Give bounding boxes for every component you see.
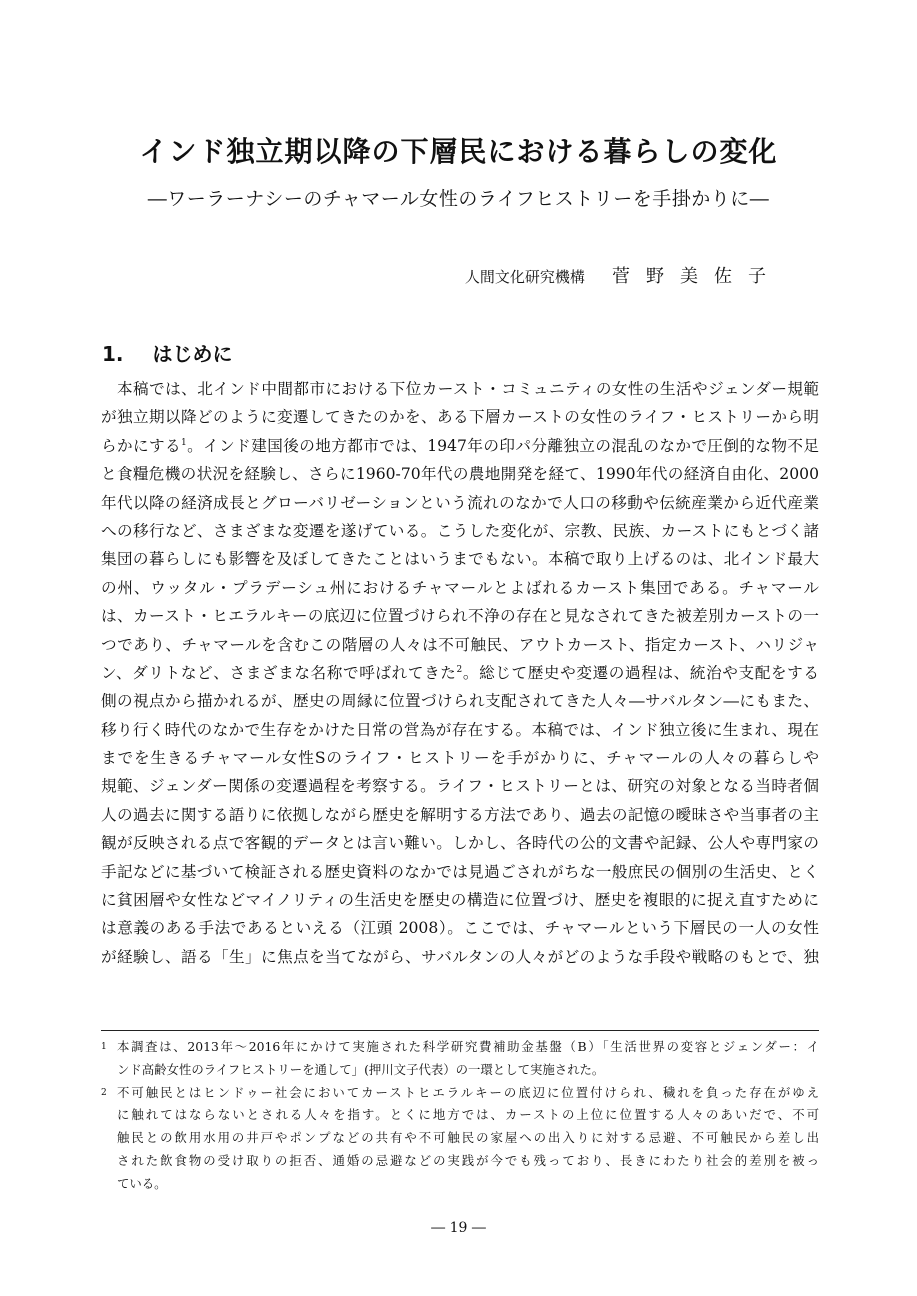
author-affiliation: 人間文化研究機構: [464, 268, 585, 286]
body-line-text: 。総じて歴史や変遷の過程は、統治や支配をする: [462, 663, 819, 682]
footnote-line: 本調査は、2013年～2016年にかけて実施された科学研究費補助金基盤（B）「生活世界の変容とジェンダー：イ: [117, 1039, 819, 1054]
body-line-text: は意義のある手法であるといえる（江頭 2008）。ここでは、チャマールという下層民の一人の女性: [101, 919, 819, 938]
footnote-divider: [101, 1030, 819, 1031]
body-line-text: の州、ウッタル・プラデーシュ州におけるチャマールとよばれるカースト集団である。チャマール: [101, 578, 819, 597]
body-line: [101, 602, 819, 630]
paper-title: インド独立期以降の下層民における暮らしの変化: [139, 135, 778, 168]
body-line: [101, 772, 819, 800]
body-line-text: つであり、チャマールを含むこの階層の人々は不可触民、アウトカースト、指定カースト、ハリジャ: [101, 635, 819, 654]
footnote-line: ている。: [117, 1175, 167, 1191]
body-line-text: 移り行く時代のなかで生存をかけた日常の営為が存在する。本稿では、インド独立後に生まれ、現在: [101, 720, 819, 739]
body-line: [101, 460, 819, 488]
body-line-text: 規範、ジェンダー関係の変遷過程を考察する。ライフ・ヒストリーとは、研究の対象となる当時者個: [101, 777, 819, 796]
body-line-text: 人の過去に関する語りに依拠しながら歴史を解明する方法であり、過去の記憶の曖昧さや当事者の主: [101, 805, 819, 824]
body-line: [101, 489, 819, 517]
body-line-text: が独立期以降どのように変遷してきたのかを、ある下層カーストの女性のライフ・ヒストリーから明: [101, 408, 819, 427]
footnote-line: 触民との飲用水用の井戸やポンプなどの共有や不可触民の家屋への出入りに対する忌避、不可触民から差し出: [117, 1130, 819, 1146]
body-line: [101, 716, 819, 744]
body-line-text: が経験し、語る「生」に焦点を当てながら、サバルタンの人々がどのような手段や戦略のもとで、独: [101, 947, 819, 966]
body-line: [101, 801, 819, 829]
body-line-text: までを生きるチャマール女性Sのライフ・ヒストリーを手がかりに、チャマールの人々の暮らしや: [101, 749, 819, 768]
body-line-text: 。インド建国後の地方都市では、1947年の印パ分離独立の混乱のなかで圧倒的な物不足: [186, 436, 819, 455]
body-line-text: への移行など、さまざまな変遷を遂げている。こうした変化が、宗教、民族、カーストにもとづく諸: [101, 521, 819, 540]
body-line: [101, 914, 819, 942]
body-line: [101, 432, 819, 460]
body-line: [101, 574, 819, 602]
body-line-text: 本稿では、北インド中間都市における下位カースト・コミュニティの女性の生活やジェンダー規範: [117, 380, 819, 398]
footnotes: [101, 1036, 819, 1196]
author-block: [465, 262, 782, 288]
footnote-mark: 2: [101, 1087, 107, 1098]
footnote-line: に触れてはならないとされる人々を指す。とくに地方では、カーストの上位に位置する人々のあいだで、不可: [117, 1107, 819, 1123]
footnote-reference[interactable]: 2: [456, 664, 463, 675]
footnote-line: 不可触民とはヒンドゥー社会においてカーストヒエラルキーの底辺に位置付けられ、穢れを負った存在がゆえ: [117, 1084, 819, 1100]
body-text: [101, 375, 819, 971]
footnote: [101, 1082, 819, 1196]
body-line-text: ン、ダリトなど、さまざまな名称で呼ばれてきた: [101, 663, 457, 682]
body-line: [101, 659, 819, 687]
section-title: はじめに: [152, 342, 233, 366]
body-line-text: 集団の暮らしにも影響を及ぼしてきたことはいうまでもない。本稿で取り上げるのは、北インド最大: [101, 550, 819, 569]
page-number: ― 19 ―: [431, 1220, 486, 1236]
body-line-text: は、カースト・ヒエラルキーの底辺に位置づけられ不浄の存在と見なされてきた被差別カーストの一: [101, 607, 819, 626]
body-line-text: 手記などに基づいて検証される歴史資料のなかでは見過ごされがちな一般庶民の個別の生活史、とく: [101, 862, 819, 881]
body-line: [101, 744, 819, 772]
body-line-text: 側の視点から描かれるが、歴史の周縁に位置づけられ支配されてきた人々―サバルタン―にもまた、: [101, 692, 819, 711]
body-line-text: 観が反映される点で客観的データとは言い難い。しかし、各時代の公的文書や記録、公人や専門家の: [101, 834, 819, 853]
footnote-line: された飲食物の受け取りの拒否、通婚の忌避などの実践が今でも残っており、長きにわたり社会的差別を被っ: [117, 1152, 819, 1168]
footnote-mark: 1: [101, 1042, 107, 1052]
body-line: [101, 858, 819, 886]
body-line-text: らかにする: [101, 436, 182, 455]
body-line: [101, 943, 819, 971]
body-line-text: 年代以降の経済成長とグローバリゼーションという流れのなかで人口の移動や伝統産業から近代産業: [101, 493, 819, 512]
body-line: [101, 545, 819, 573]
body-line: [101, 687, 819, 715]
body-line: [101, 829, 819, 857]
body-line: [101, 517, 819, 545]
author-name: 菅野美佐子: [612, 266, 782, 287]
footnote-line: ンド高齢女性のライフヒストリーを通して」(押川文子代表）の一環として実施された。: [117, 1061, 605, 1077]
section-number: 1.: [102, 342, 124, 366]
body-line-text: に貧困層や女性などマイノリティの生活史を歴史の構造に位置づけ、歴史を複眼的に捉え直すために: [101, 891, 819, 910]
footnote-reference[interactable]: 1: [181, 437, 187, 448]
body-line-text: と食糧危機の状況を経験し、さらに1960-70年代の農地開発を経て、1990年代の経済自由化、2000: [101, 465, 819, 484]
section-heading: [102, 338, 232, 367]
body-line: [101, 375, 819, 403]
body-line: [101, 631, 819, 659]
footnote: [101, 1036, 819, 1082]
paper-subtitle: ―ワーラーナシーのチャマール女性のライフヒストリーを手掛かりに―: [147, 188, 770, 210]
body-line: [101, 403, 819, 431]
body-line: [101, 886, 819, 914]
